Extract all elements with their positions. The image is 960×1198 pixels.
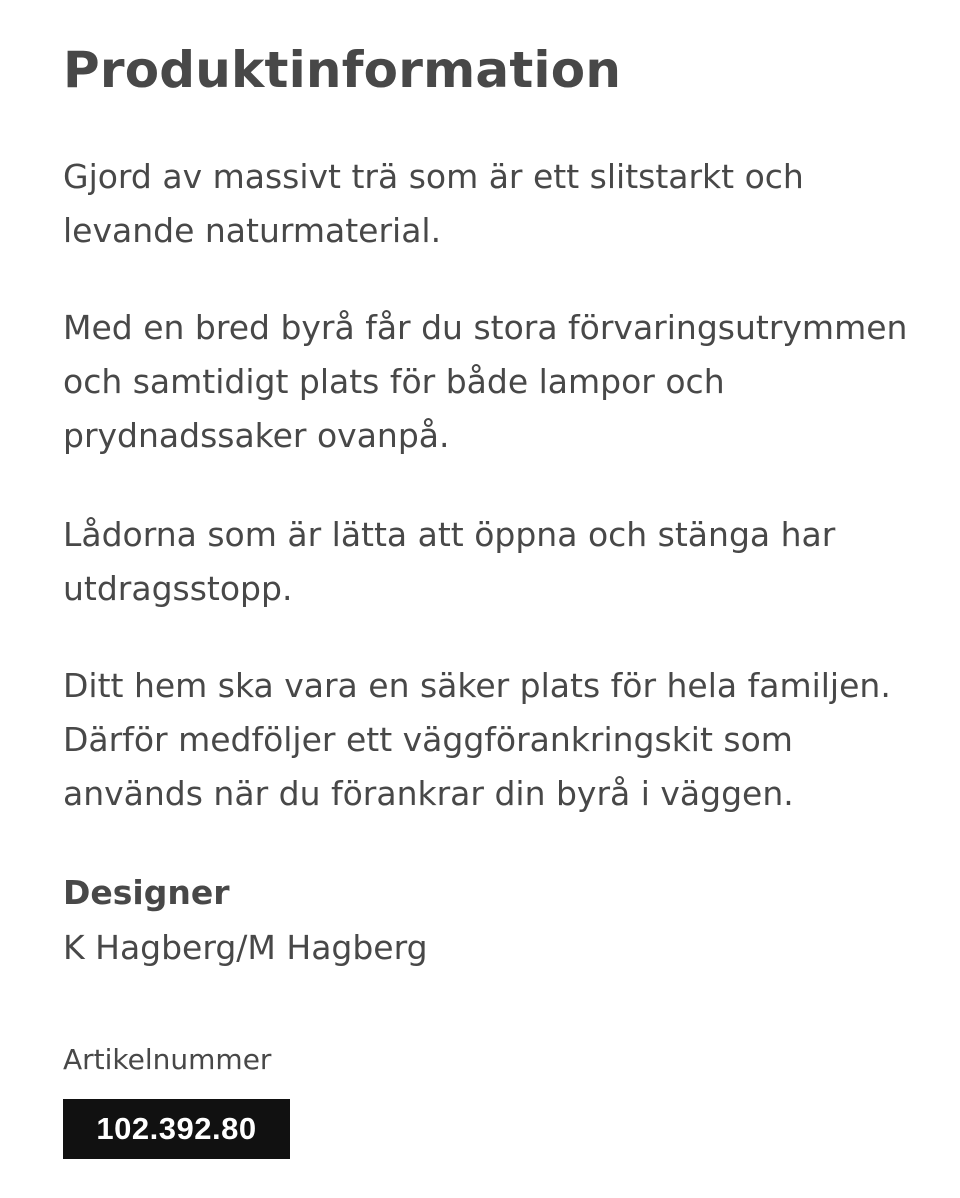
paragraph-line: levande naturmaterial. — [63, 211, 442, 250]
paragraph-line: utdragsstopp. — [63, 569, 293, 608]
article-number-label: Artikelnummer — [63, 1043, 272, 1076]
description-paragraph-material — [63, 150, 804, 258]
designer-heading: Designer — [63, 873, 230, 912]
paragraph-line: prydnadssaker ovanpå. — [63, 416, 450, 455]
description-paragraph-drawers — [63, 508, 835, 616]
page-title: Produktinformation — [63, 41, 622, 99]
description-paragraph-storage — [63, 301, 907, 463]
article-number-badge: 102.392.80 — [63, 1099, 290, 1159]
paragraph-line: Med en bred byrå får du stora förvaringsutrymmen — [63, 308, 908, 347]
designer-name: K Hagberg/M Hagberg — [63, 928, 428, 967]
paragraph-line: används när du förankrar din byrå i väggen. — [63, 774, 794, 813]
paragraph-line: Gjord av massivt trä som är ett slitstarkt och — [63, 157, 804, 196]
paragraph-line: och samtidigt plats för både lampor och — [63, 362, 725, 401]
paragraph-line: Ditt hem ska vara en säker plats för hela familjen. — [63, 666, 891, 705]
description-paragraph-safety — [63, 659, 891, 821]
paragraph-line: Därför medföljer ett väggförankringskit som — [63, 720, 793, 759]
paragraph-line: Lådorna som är lätta att öppna och stänga har — [63, 515, 836, 554]
